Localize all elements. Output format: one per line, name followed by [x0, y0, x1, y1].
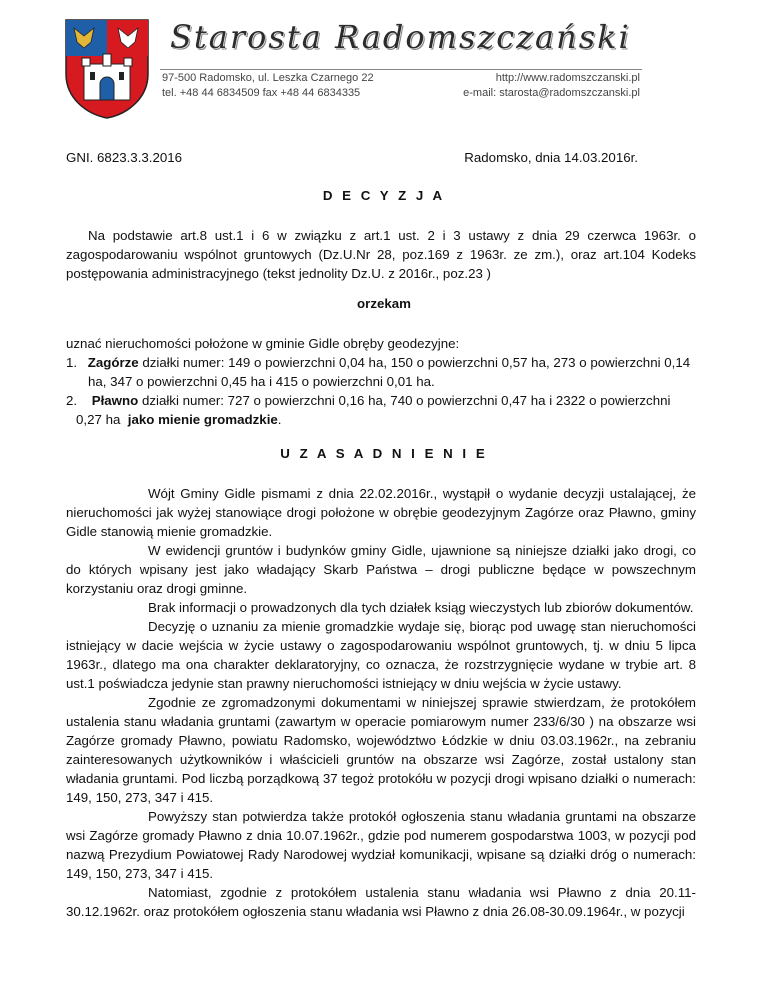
justification-paragraph: Zgodnie ze zgromadzonymi dokumentami w niniejszej sprawie stwierdzam, że protokółem ustalenia stanu władania gruntami (zawartym w operacie pomiarowym numer 233/6/30 ) na obszarze wsi Zagórze gromady Pławno, powiatu Radomsko, województwo Łódzkie w dniu 03.03.1962r., na zebraniu zainteresowanych użytkowników i właścicieli gruntów na obszarze wsi Zagórze, został ustalony stan władania gruntami. Pod liczbą porządkową 37 tegoż protokółu w pozycji drogi wpisano działki o numerach: 149, 150, 273, 347 i 415.	[66, 695, 696, 805]
item-text-cont	[66, 410, 706, 429]
justification-paragraph: Brak informacji o prowadzonych dla tych działek ksiąg wieczystych lub zbiorów dokumentów.	[148, 600, 694, 615]
justification-body	[66, 484, 696, 921]
reference-number: GNI. 6823.3.3.2016	[66, 150, 183, 165]
coat-of-arms-icon	[62, 16, 152, 120]
justification-title: U Z A S A D N I E N I E	[280, 446, 488, 461]
justification-paragraph: W ewidencji gruntów i budynków gminy Gidle, ujawnione są niniejsze działki jako drogi, co do których wpisany jest jako władający Skarb Państwa – drogi publiczne będące w powszechnym korzystaniu oraz drogi gminne.	[66, 543, 696, 596]
item-emphasis: jako mienie gromadzkie	[127, 412, 278, 427]
justification-paragraph: Natomiast, zgodnie z protokółem ustalenia stanu władania wsi Pławno z dnia 20.11-30.12.1962r. oraz protokółem ogłoszenia stanu władania wsi Pławno z dnia 26.08-30.09.1964r., w pozycji	[66, 885, 696, 919]
justification-paragraph: Powyższy stan potwierdza także protokół ogłoszenia stanu władania gruntami na obszarze wsi Zagórze gromady Pławno z dnia 10.07.1962r., gdzie pod numerem gospodarstwa 1003, w pozycji pod nazwą Prezydium Powiatowej Rady Narodowej wydział komunikacji, wpisane są działki dróg o numerach: 149, 150, 273, 347 i 415.	[66, 809, 696, 881]
phone-line: tel. +48 44 6834509 fax +48 44 6834335	[162, 87, 361, 99]
ruling-intro: uznać nieruchomości położone w gminie Gidle obręby geodezyjne:	[66, 336, 460, 351]
item-place: Pławno	[91, 393, 139, 408]
email-link[interactable]: e-mail: starosta@radomszczanski.pl	[463, 87, 640, 99]
address-line: 97-500 Radomsko, ul. Leszka Czarnego 22	[162, 72, 374, 84]
item-text-cont: ha, 347 o powierzchni 0,45 ha i 415 o powierzchni 0,01 ha.	[88, 374, 435, 389]
decision-title: D E C Y Z J A	[322, 188, 446, 203]
justification-paragraph: Wójt Gminy Gidle pismami z dnia 22.02.2016r., wystąpił o wydanie decyzji ustalającej, że nieruchomości jak wyżej stanowiące drogi położone w obrębie geodezyjnym Zagórze oraz Pławno, gminy Gidle stanowią mienie gromadzkie.	[66, 486, 696, 539]
item-number: 2.	[66, 393, 78, 408]
website-link[interactable]: http://www.radomszczanski.pl	[495, 72, 640, 84]
item-text: działki numer: 149 o powierzchni 0,04 ha, 150 o powierzchni 0,57 ha, 273 o powierzchni 0,14	[138, 355, 691, 370]
legal-basis: Na podstawie art.8 ust.1 i 6 w związku z art.1 ust. 2 i 3 ustawy z dnia 29 czerwca 1963r. o zagospodarowaniu wspólnot gruntowych (Dz.U.Nr 28, poz.169 z 1963r. ze zm.), oraz art.104 Kodeks postępowania administracyjnego (tekst jednolity Dz.U. z 2016r., poz.23 )	[66, 228, 696, 281]
brand-title: Starosta Radomszczański	[170, 18, 631, 56]
ruling-heading: orzekam	[357, 296, 411, 311]
parcel-item-plawno	[66, 391, 706, 429]
item-ending: .	[277, 412, 282, 427]
item-text: działki numer: 727 o powierzchni 0,16 ha, 740 o powierzchni 0,47 ha i 2322 o powierzchni	[138, 393, 671, 408]
item-number: 1.	[66, 355, 78, 370]
item-text-cont-plain: 0,27 ha	[76, 412, 128, 427]
letterhead-divider	[160, 69, 642, 70]
item-place: Zagórze	[87, 355, 139, 370]
justification-paragraph: Decyzję o uznaniu za mienie gromadzkie wydaje się, biorąc pod uwagę stan nieruchomości istniejący w dacie wejścia w życie ustawy o zagospodarowaniu wspólnot gruntowych, tj. w dniu 5 lipca 1963r., dlatego ma ona charakter deklaratoryjny, co oznacza, że rozstrzygnięcie wydane w trybie art. 8 ust.1 poświadcza jedynie stan prawny nieruchomości istniejący w dniu wejścia w życie ustawy.	[66, 619, 696, 691]
parcel-item-zagorze	[66, 353, 706, 391]
place-date: Radomsko, dnia 14.03.2016r.	[464, 150, 638, 165]
